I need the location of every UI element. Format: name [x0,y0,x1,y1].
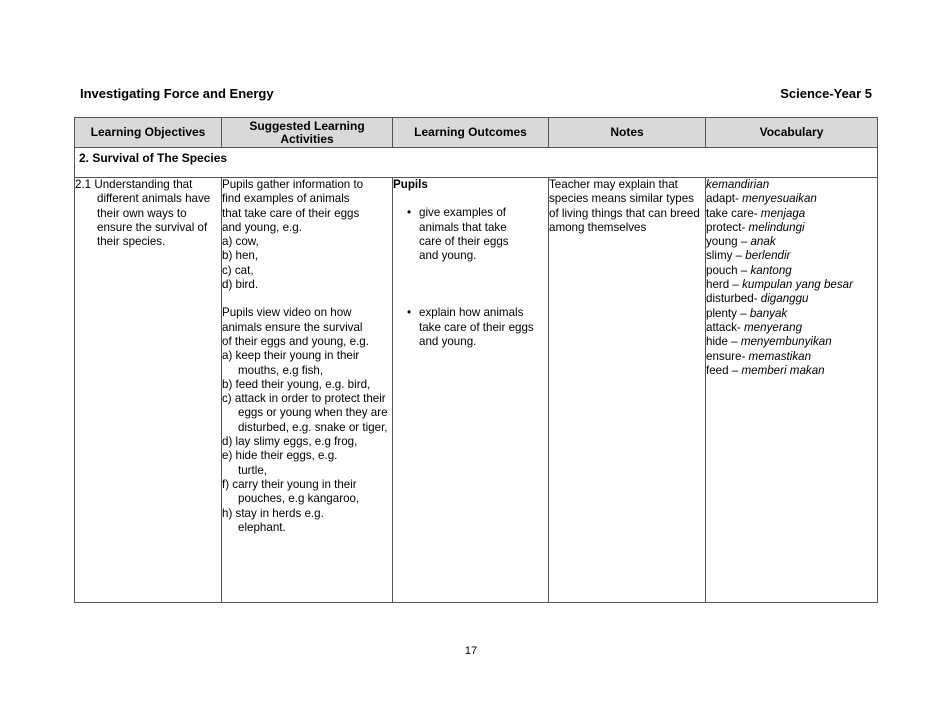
activities-cell [222,178,393,603]
outcome-item [393,206,548,263]
vocab-item: slimy – berlendir [706,249,791,263]
outcomes-cell [393,178,549,603]
activity-way: f) carry their young in their pouches, e.g kangaroo, [222,477,360,506]
activity-line: that take care of their eggs [222,206,360,220]
activity-way: h) stay in herds e.g. elephant. [222,506,324,534]
column-header-outcomes: Learning Outcomes [393,118,549,148]
section-title: 2. Survival of The Species [75,148,878,178]
vocab-item: feed – memberi makan [706,363,825,377]
vocab-item: kemandirian [706,178,770,191]
notes-text: Teacher may explain that species means similar types of living things that can breed among themselves [549,178,700,234]
vocabulary-cell [706,178,878,603]
vocab-item: protect- melindungi [706,220,805,234]
vocab-item: adapt- menyesuaikan [706,192,817,206]
column-header-objectives: Learning Objectives [75,118,222,148]
activity-line: find examples of animals [222,192,350,206]
page-number: 17 [464,645,478,657]
scheme-of-work-table [74,117,878,603]
vocab-item: disturbed- diganggu [706,292,809,306]
activity-line: Pupils gather information to [222,178,364,191]
objective-cell [75,178,222,603]
activity-way: a) keep their young in their mouths, e.g fish, [222,349,360,377]
outcome-text: explain how animals take care of their eggs and young. [419,306,534,349]
activity-line: Pupils view video on how [222,306,352,320]
vocab-item: ensure- memastikan [706,349,812,363]
activity-way: c) attack in order to protect their eggs or young when they are disturbed, e.g. snake or tiger, [222,392,388,434]
column-header-vocabulary: Vocabulary [706,118,878,148]
vocab-item: take care- menjaga [706,206,806,220]
activity-example: b) hen, [222,249,259,263]
vocab-item: attack- menyerang [706,320,803,334]
activity-example: a) cow, [222,235,259,249]
document-title: Investigating Force and Energy [80,86,274,101]
vocab-item: pouch – kantong [706,263,792,277]
activity-way: d) lay slimy eggs, e.g frog, [222,435,358,449]
notes-cell [549,178,706,603]
objective-text: 2.1 Understanding that different animals have their own ways to ensure the survival of their species. [75,178,211,249]
activity-way: e) hide their eggs, e.g. turtle, [222,449,338,477]
bullet-icon: • [407,206,412,220]
activity-line: and young, e.g. [222,220,302,234]
vocab-item: plenty – banyak [706,306,788,320]
activity-way: b) feed their young, e.g. bird, [222,377,371,391]
outcomes-heading: Pupils [393,178,428,191]
vocab-item: herd – kumpulan yang besar [706,278,853,292]
activity-example: d) bird. [222,278,259,292]
subject-label: Science-Year 5 [780,86,872,101]
bullet-icon: • [407,306,412,320]
activity-line: of their eggs and young, e.g. [222,334,369,348]
table-header-row [75,118,878,148]
activity-line: animals ensure the survival [222,320,363,334]
vocab-item: young – anak [706,235,776,249]
activity-example: c) cat, [222,263,254,277]
outcome-item [393,306,548,349]
column-header-activities: Suggested Learning Activities [222,118,393,148]
table-row [75,178,878,603]
vocab-item: hide – menyembunyikan [706,335,832,349]
section-row [75,148,878,178]
column-header-notes: Notes [549,118,706,148]
outcome-text: give examples of animals that take care of their eggs and young. [419,206,509,263]
